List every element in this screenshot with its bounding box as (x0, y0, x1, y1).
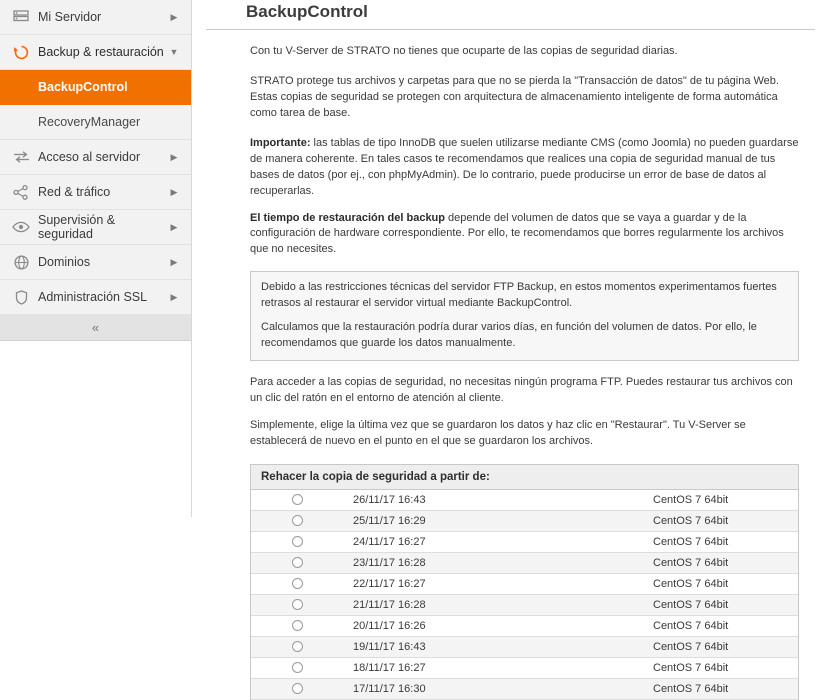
backup-select-cell[interactable] (251, 594, 343, 615)
backup-table (251, 465, 798, 700)
restore-time-text: depende del volumen de datos que se vaya a guardar y de la configuración de hardware correspondiente. Por ello, te recomendamos que borres regularmente los archivos que no necesites. (250, 211, 784, 256)
chevron-right-icon: ▶ (170, 186, 178, 197)
important-text: las tablas de tipo InnoDB que suelen utilizarse mediante CMS (como Joomla) no pueden guardarse de manera coherente. En tales casos te recomendamos que realices una copia de seguridad manual de tus bases de datos (por ej., con phpMyAdmin). De lo contrario, puede producirse un error de base de datos al recuperarlas. (250, 136, 799, 197)
sidebar (0, 0, 192, 517)
sidebar-subitem-recoverymanager[interactable] (0, 105, 191, 140)
backup-date: 20/11/17 16:26 (343, 615, 643, 636)
sidebar-item-label: Mi Servidor (38, 10, 102, 24)
backup-os: CentOS 7 64bit (643, 636, 798, 657)
table-row[interactable] (251, 678, 798, 699)
backup-select-cell[interactable] (251, 678, 343, 699)
backup-select-cell[interactable] (251, 573, 343, 594)
backup-date: 25/11/17 16:29 (343, 510, 643, 531)
backup-os: CentOS 7 64bit (643, 657, 798, 678)
server-icon (8, 10, 34, 24)
sidebar-subitem-backupcontrol[interactable] (0, 70, 191, 105)
backup-radio[interactable] (292, 515, 303, 526)
table-header-label: Rehacer la copia de seguridad a partir de: (251, 465, 798, 490)
chevron-right-icon: ▶ (170, 256, 178, 267)
backup-date: 26/11/17 16:43 (343, 489, 643, 510)
sidebar-item-label: Administración SSL (38, 290, 148, 304)
backup-date: 23/11/17 16:28 (343, 552, 643, 573)
sidebar-item-label: Dominios (38, 255, 91, 269)
backup-os: CentOS 7 64bit (643, 510, 798, 531)
page-title: BackupControl (206, 0, 815, 30)
main-content (192, 0, 825, 695)
restore-time-label: El tiempo de restauración del backup (250, 211, 445, 224)
backup-os: CentOS 7 64bit (643, 531, 798, 552)
sidebar-collapse-button[interactable] (0, 315, 191, 341)
warning-notice (250, 271, 799, 361)
restore-time-paragraph (206, 211, 815, 259)
table-row[interactable] (251, 510, 798, 531)
notice-line-2: Calculamos que la restauración podría durar varios días, en función del volumen de datos. Por ello, le recomendamos que guarde los datos manualmente. (261, 321, 757, 350)
backup-radio[interactable] (292, 578, 303, 589)
backup-radio[interactable] (292, 536, 303, 547)
backup-os: CentOS 7 64bit (643, 552, 798, 573)
important-paragraph (206, 136, 815, 200)
backup-os: CentOS 7 64bit (643, 678, 798, 699)
protection-paragraph: STRATO protege tus archivos y carpetas para que no se pierda la "Transacción de datos" de tu página Web. Estas copias de seguridad se protegen con arquitectura de almacenamiento inteligente de forma automática como tarea de base. (250, 74, 779, 119)
sidebar-empty-area (0, 341, 191, 517)
backup-radio[interactable] (292, 557, 303, 568)
backup-date: 24/11/17 16:27 (343, 531, 643, 552)
sidebar-item-dominios[interactable] (0, 245, 191, 280)
sidebar-item-red-trafico[interactable] (0, 175, 191, 210)
ftp-paragraph: Para acceder a las copias de seguridad, no necesitas ningún programa FTP. Puedes restaurar tus archivos con un clic del ratón en el entorno de atención al cliente. (250, 376, 793, 404)
sidebar-item-supervision-seguridad[interactable] (0, 210, 191, 245)
table-row[interactable] (251, 489, 798, 510)
sidebar-item-label: Red & tráfico (38, 185, 111, 199)
backup-select-cell[interactable] (251, 657, 343, 678)
table-row[interactable] (251, 615, 798, 636)
backup-os: CentOS 7 64bit (643, 573, 798, 594)
backup-radio[interactable] (292, 494, 303, 505)
table-header-row (251, 465, 798, 490)
backup-select-cell[interactable] (251, 552, 343, 573)
backup-os: CentOS 7 64bit (643, 615, 798, 636)
chevron-right-icon: ▶ (170, 151, 178, 162)
chevron-right-icon: ▶ (170, 11, 178, 22)
table-row[interactable] (251, 573, 798, 594)
important-label: Importante: (250, 136, 311, 149)
backup-radio[interactable] (292, 641, 303, 652)
backup-date: 19/11/17 16:43 (343, 636, 643, 657)
restore-instructions-paragraph: Simplemente, elige la última vez que se guardaron los datos y haz clic en "Restaurar". Tu V-Server se establecerá de nuevo en el punto en el que se guardaron los archivos. (250, 418, 746, 447)
chevron-right-icon: ▶ (170, 291, 178, 302)
sidebar-item-mi-servidor[interactable] (0, 0, 191, 35)
backup-radio[interactable] (292, 662, 303, 673)
transfer-icon (8, 150, 34, 164)
backup-date: 21/11/17 16:28 (343, 594, 643, 615)
backup-radio[interactable] (292, 620, 303, 631)
sidebar-collapse-label: « (91, 320, 100, 335)
backup-select-cell[interactable] (251, 636, 343, 657)
backup-date: 17/11/17 16:30 (343, 678, 643, 699)
backup-os: CentOS 7 64bit (643, 489, 798, 510)
chevron-right-icon: ▶ (170, 221, 178, 232)
globe-icon (8, 255, 34, 270)
backup-date: 18/11/17 16:27 (343, 657, 643, 678)
sidebar-item-label: Backup & restauración (38, 45, 164, 59)
sidebar-subitem-label: BackupControl (38, 80, 128, 94)
table-row[interactable] (251, 552, 798, 573)
chevron-down-icon: ▼ (169, 46, 179, 57)
backup-select-cell[interactable] (251, 531, 343, 552)
sidebar-item-backup-restauracion[interactable] (0, 35, 191, 70)
backup-select-cell[interactable] (251, 510, 343, 531)
table-row[interactable] (251, 657, 798, 678)
shield-icon (8, 290, 34, 305)
sidebar-item-acceso-al-servidor[interactable] (0, 140, 191, 175)
sidebar-item-administracion-ssl[interactable] (0, 280, 191, 315)
restore-icon (8, 44, 34, 61)
table-row[interactable] (251, 594, 798, 615)
eye-icon (8, 221, 34, 233)
sidebar-subitem-label: RecoveryManager (38, 115, 141, 129)
intro-paragraph: Con tu V-Server de STRATO no tienes que ocuparte de las copias de seguridad diarias. (250, 45, 678, 57)
backup-date: 22/11/17 16:27 (343, 573, 643, 594)
backup-table-body (251, 489, 798, 699)
backup-select-cell[interactable] (251, 615, 343, 636)
sidebar-item-label: Acceso al servidor (38, 150, 141, 164)
share-icon (8, 185, 34, 200)
backup-radio[interactable] (292, 599, 303, 610)
table-row[interactable] (251, 531, 798, 552)
backup-select-cell[interactable] (251, 489, 343, 510)
sidebar-item-label: Supervisión & seguridad (38, 213, 116, 241)
backup-radio[interactable] (292, 683, 303, 694)
notice-line-1: Debido a las restricciones técnicas del servidor FTP Backup, en estos momentos experimentamos fuertes retrasos al restaurar el servidor virtual mediante BackupControl. (261, 281, 777, 310)
backup-table-wrapper (250, 464, 799, 700)
table-row[interactable] (251, 636, 798, 657)
backup-os: CentOS 7 64bit (643, 594, 798, 615)
